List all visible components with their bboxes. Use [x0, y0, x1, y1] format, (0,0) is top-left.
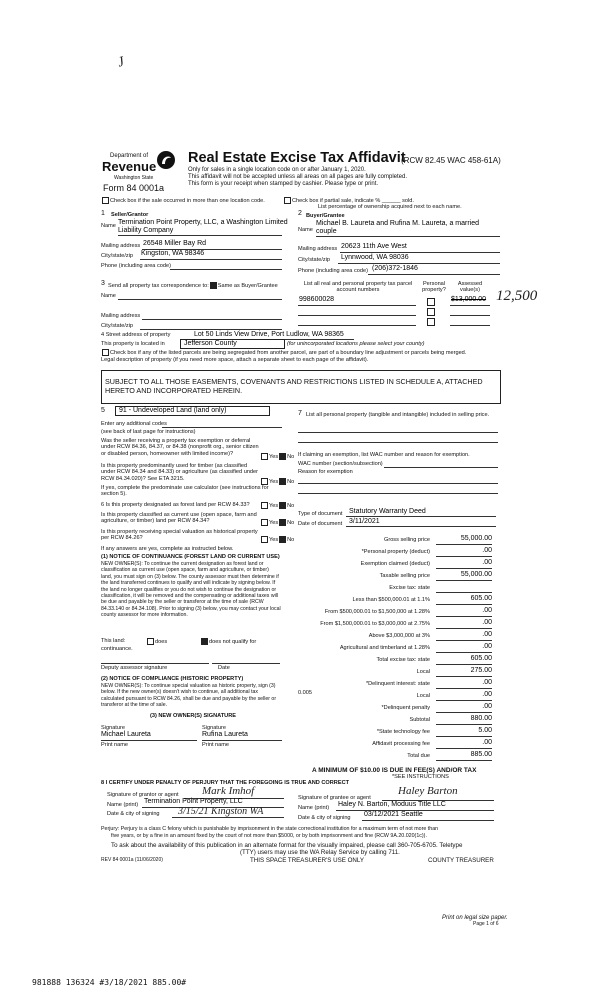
tax-row-label: *Delinquent interest: state [365, 681, 430, 687]
multi-location-label: Check box if the sale occurred in more than one location code. [110, 197, 265, 204]
tax-row-label: Local [416, 669, 430, 675]
field-line [436, 556, 492, 557]
buyer-heading: Buyer/Grantee [306, 213, 345, 219]
field-line [346, 516, 496, 517]
receipt-stamp: 981888 136324 #3/18/2021 885.00# [32, 978, 187, 987]
certify-text: I CERTIFY UNDER PENALTY OF PERJURY THAT THE FOREGOING IS TRUE AND CORRECT [105, 780, 350, 786]
alt-format: To ask about the availability of this publication in an alternate format for the visually impaired, please call 360-705-6705. Teletype [111, 842, 463, 849]
this-land-label: This land: [101, 638, 126, 644]
grantor-name-label: Name (print) [107, 802, 139, 808]
dept-label: Department of [110, 153, 149, 159]
tax-row-label: Taxable selling price [379, 573, 430, 579]
personal-checkbox[interactable] [427, 308, 435, 316]
tax-row-label: Less than $500,000.01 at 1.1% [352, 597, 430, 603]
field-line [436, 664, 492, 665]
answers-intro: If any answers are yes, complete as instructed below. [101, 546, 234, 552]
section-number: 4 [101, 332, 105, 338]
tax-row-label: Gross selling price [383, 537, 430, 543]
field-line [436, 760, 492, 761]
buyer-name-2: couple [316, 228, 337, 235]
field-line [298, 442, 498, 443]
dept-name: Revenue [102, 159, 157, 174]
multi-location-check[interactable] [101, 197, 265, 204]
county-select[interactable]: Jefferson County [180, 339, 285, 349]
county-treasurer: COUNTY TREASURER [428, 857, 494, 864]
field-line [118, 299, 282, 300]
tax-row-value: .00 [482, 679, 492, 686]
land-use-select[interactable]: 91 - Undeveloped Land (land only) [115, 406, 270, 416]
field-line [436, 736, 492, 737]
form-number: Form 84 0001a [103, 183, 165, 193]
notice2-title: (2) NOTICE OF COMPLIANCE (HISTORIC PROPERTY) [101, 676, 244, 682]
field-line [436, 724, 492, 725]
buyer-name: Michael B. Laureta and Rufina M. Laureta, a married [316, 220, 480, 227]
owner-name-2: Rufina Laureta [202, 731, 248, 738]
current-use-question: Is this property classified as current use (open space, farm and agriculture, or timber) land per RCW 84.34? [101, 512, 257, 525]
field-line [384, 467, 498, 468]
notice2-body: NEW OWNER(S): To continue special valuation as historic property, sign (3) below. If the new owner(s) doesn't wish to continue, all additional tax calculated pursuant to RCW 84.26, shall be due and payable by the seller or transferor at the time of sale. [101, 683, 277, 709]
doc-date: 3/11/2021 [349, 518, 380, 525]
county-label: This property is located in [101, 341, 165, 347]
field-line [368, 274, 500, 275]
assessed-col-header: Assessed value(s) [457, 281, 483, 294]
new-owner-sig-heading: (3) NEW OWNER(S) SIGNATURE [150, 713, 236, 719]
field-line [101, 663, 209, 664]
no-label: No [287, 536, 295, 543]
field-line [436, 748, 492, 749]
no-label: No [287, 502, 295, 509]
q-exemption: Was the seller receiving a property tax exemption or deferral under RCW 84.36, 84.37, or 84.38 (nonprofit org., senior citizen or disabled person, homeowner with limited income)? [101, 438, 259, 457]
forest-answer[interactable] [260, 502, 294, 509]
header-note-1: Only for sales in a single location code on or after January 1, 2020. [188, 167, 366, 173]
ink-mark: J [116, 54, 126, 71]
field-line [140, 259, 282, 260]
field-line [298, 315, 416, 316]
checkbox[interactable] [261, 453, 268, 460]
field-line [298, 483, 498, 484]
field-line [436, 628, 492, 629]
field-line [298, 305, 416, 306]
minimum-note: A MINIMUM OF $10.00 IS DUE IN FEE(S) AND/OR TAX [312, 767, 477, 774]
segregate-check[interactable] [101, 349, 466, 356]
tax-row-value: .00 [482, 559, 492, 566]
tax-row-label: *State technology fee [376, 729, 430, 735]
checkbox[interactable] [284, 197, 291, 204]
historic-answer[interactable] [260, 536, 294, 543]
tax-row-label: *Delinquent penalty [381, 705, 430, 711]
perjury-1: Perjury: Perjury is a class C felony which is punishable by imprisonment in the state correctional institution for a maximum term of not more than [101, 826, 439, 832]
revenue-logo-icon [156, 150, 176, 170]
checkbox[interactable] [102, 349, 109, 356]
partial-sale-label: Check box if partial sale, indicate % [292, 197, 381, 204]
grantee-sig-label: Signature of grantee or agent [298, 795, 371, 801]
sig-label-1: Signature [101, 725, 125, 731]
field-line [436, 640, 492, 641]
corr-name-label: Name [101, 293, 116, 299]
tax-row-value: .00 [482, 691, 492, 698]
grantor-name: Termination Point Property, LLC [144, 798, 243, 805]
rcw-ref: (RCW 82.45 WAC 458-61A) [401, 156, 501, 165]
grantee-date-label: Date & city of signing [298, 815, 351, 821]
checkbox[interactable] [261, 519, 268, 526]
tax-row-value: .00 [482, 631, 492, 638]
continuance-label: continuance. [101, 646, 133, 652]
field-line [436, 568, 492, 569]
assessed-value: $13,000.00 [451, 296, 487, 303]
partial-sale-check[interactable]: Check box if partial sale, indicate % ______ sold. [283, 197, 414, 204]
checkbox[interactable] [279, 519, 286, 526]
tty-note: (TTY) users may use the WA Relay Service by calling 711. [240, 849, 400, 856]
does-not-option[interactable] [200, 638, 256, 645]
header-note-3: This form is your receipt when stamped by cashier. Please type or print. [188, 181, 379, 187]
field-line [346, 526, 496, 527]
no-label: No [287, 519, 295, 526]
grantee-signature: Haley Barton [398, 785, 458, 797]
buyer-mailing-label: Mailing address [298, 246, 338, 252]
parcel-col-header: List all real and personal property tax parcel account numbers [303, 281, 413, 294]
tax-row-label: Above $3,000,000 at 3% [368, 633, 430, 639]
tax-row-value: 885.00 [470, 751, 492, 758]
personal-checkbox[interactable] [427, 298, 435, 306]
tax-row-value: .00 [482, 643, 492, 650]
treasurer-use: THIS SPACE TREASURER'S USE ONLY [250, 857, 364, 864]
checkbox[interactable] [102, 197, 109, 204]
tax-row-value: .00 [482, 619, 492, 626]
local-rate: 0.005 [298, 690, 312, 696]
dept-state: Washington State [114, 175, 154, 181]
seller-phone-label: Phone (including area code) [101, 263, 171, 269]
tax-row-label: Affidavit processing fee [372, 741, 430, 747]
section-number: 8 [101, 780, 105, 786]
tax-row-label: From $1,500,000.01 to $3,000,000 at 2.75% [320, 621, 430, 627]
form-title: Real Estate Excise Tax Affidavit [188, 150, 406, 166]
current-use-answer[interactable] [260, 519, 294, 526]
no-label: No [287, 453, 295, 460]
corr-city-label: City/state/zip [101, 323, 134, 329]
checkbox[interactable] [147, 638, 154, 645]
tax-row-label: Local [416, 693, 430, 699]
page-number: Page 1 of 6 [473, 921, 499, 927]
historic-question: Is this property receiving special valuation as historical property per RCW 84.26? [101, 529, 258, 542]
grantor-sig-label: Signature of grantor or agent [107, 792, 179, 798]
field-line [212, 663, 280, 664]
corr-mailing-label: Mailing address [101, 313, 141, 319]
forest-q-label: Is this property designated as forest land per RCW 84.33? [105, 502, 250, 508]
yes-label: Yes [269, 478, 279, 485]
section-number: 7 [298, 410, 302, 417]
seller-heading: Seller/Grantor [111, 212, 149, 218]
grantee-name: Haley N. Barton, Moduus Title LLC [338, 801, 446, 808]
tax-row-value: 55,000.00 [460, 535, 492, 542]
tax-row-value: .00 [482, 547, 492, 554]
does-not-label: does not qualify for [209, 638, 257, 645]
exemption-text: If claiming an exemption, list WAC number and reason for exemption. [298, 452, 470, 458]
field-line [298, 493, 498, 494]
tax-row-label: From $500,000.01 to $1,500,000 at 1.28% [324, 609, 430, 615]
checkbox[interactable] [279, 536, 286, 543]
buyer-name-label: Name [298, 227, 313, 233]
field-line [450, 325, 490, 326]
field-line [118, 235, 282, 236]
field-line [436, 616, 492, 617]
tax-row-label: Subtotal [409, 717, 430, 723]
print-label-1: Print name [101, 742, 129, 748]
codes-label: Enter any additional codes [101, 421, 167, 427]
correspondence-text [108, 282, 278, 289]
tax-row-value: 605.00 [470, 595, 492, 602]
checkbox[interactable] [279, 453, 286, 460]
parcel-number: 998600028 [299, 296, 335, 303]
yes-label: Yes [269, 502, 279, 509]
partial-sold-label: sold. [402, 197, 414, 204]
checkbox[interactable] [261, 478, 268, 485]
section-number: 5 [101, 407, 105, 414]
field-line [436, 676, 492, 677]
street-row [101, 332, 170, 338]
seller-city: Kingston, WA 98346 [141, 250, 205, 257]
owner-name-1: Michael Laureta [101, 731, 151, 738]
tax-row-value: 880.00 [470, 715, 492, 722]
field-line [436, 544, 492, 545]
tax-row-value: 275.00 [470, 667, 492, 674]
doc-date-label: Date of document [298, 521, 343, 527]
yes-label: Yes [269, 536, 279, 543]
field-line [170, 269, 282, 270]
checkbox[interactable] [279, 478, 286, 485]
tax-row-value: .00 [482, 607, 492, 614]
grantor-date: 3/15/21 Kingston WA [178, 806, 264, 817]
tax-row-value: 55,000.00 [460, 571, 492, 578]
notice1-title: (1) NOTICE OF CONTINUANCE (FOREST LAND OR CURRENT USE) [101, 554, 280, 560]
legal-description-box[interactable] [101, 370, 501, 404]
q-exemption-answer[interactable] [260, 453, 294, 460]
tax-row-label: Agricultural and timberland at 1.28% [339, 645, 430, 651]
tax-row-label: Excise tax: state [389, 585, 430, 591]
street-address: Lot 50 Linds View Drive, Port Ludlow, WA 98365 [194, 331, 344, 338]
date-label: Date [218, 665, 230, 671]
field-line [436, 592, 492, 593]
street-label: Street address of property [105, 332, 171, 338]
codes-note: (see back of last page for instructions) [101, 429, 196, 435]
forest-question [101, 502, 250, 508]
grantor-date-label: Date & city of signing [107, 811, 160, 817]
q-timber: Is this property predominantly used for timber (as classified under RCW 84.34 and 84.33) or agriculture (as classified under RCW 84.34.020)? See ETA 3215. [101, 463, 259, 482]
seller-mailing-label: Mailing address [101, 243, 141, 249]
section-number: 3 [101, 280, 105, 287]
tax-row-label: *Personal property (deduct) [361, 549, 430, 555]
tax-row-label: Total excise tax: state [376, 657, 430, 663]
header-note-2: This affidavit will not be accepted unless all areas on all pages are fully completed. [188, 174, 408, 180]
print-note: Print on legal size paper. [442, 915, 508, 921]
field-line [450, 305, 490, 306]
does-option[interactable] [146, 638, 167, 645]
buyer-mailing: 20623 11th Ave West [341, 243, 407, 250]
field-line [436, 652, 492, 653]
field-line [298, 325, 416, 326]
same-as-label: Same as Buyer/Grantee [217, 282, 278, 289]
field-line [436, 688, 492, 689]
field-line [450, 315, 490, 316]
field-line [202, 740, 282, 741]
same-as-checkbox[interactable] [210, 282, 217, 289]
field-line [142, 319, 282, 320]
personal-checkbox[interactable] [427, 318, 435, 326]
grantee-name-label: Name (print) [298, 805, 330, 811]
seller-mailing: 26548 Miller Bay Rd [143, 240, 207, 247]
field-line [436, 700, 492, 701]
handwritten-value: 12,500 [496, 288, 538, 304]
tax-row-value: 605.00 [470, 655, 492, 662]
does-label: does [155, 638, 168, 645]
wac-label: WAC number (section/subsection) [298, 461, 383, 467]
grantor-signature: Mark Imhof [202, 785, 255, 797]
doc-type: Statutory Warranty Deed [349, 508, 426, 515]
see-instructions: *SEE INSTRUCTIONS [392, 774, 449, 780]
doc-type-label: Type of document [298, 511, 343, 517]
field-line [162, 427, 282, 428]
checkbox[interactable] [201, 638, 208, 645]
field-line [140, 329, 282, 330]
checkbox[interactable] [261, 502, 268, 509]
buyer-phone-label: Phone (including area code) [298, 268, 368, 274]
field-line [340, 252, 500, 253]
tax-row-value: .00 [482, 739, 492, 746]
partial-note: List percentage of ownership acquired next to each name. [318, 204, 462, 210]
field-line [362, 820, 494, 821]
seller-name-label: Name [101, 223, 116, 229]
rev-number: REV 84 0001a (11/06/2020) [101, 857, 163, 863]
tax-row-value: 5.00 [478, 727, 492, 734]
perjury-2: five years, or by a fine in an amount fixed by the court of not more than $5000, or by both imprisonment and fine (RCW 9A.20.020(1c)). [111, 833, 427, 839]
grantee-date: 03/12/2021 Seattle [364, 811, 423, 818]
buyer-city-label: City/state/zip [298, 257, 331, 263]
deputy-label: Deputy assessor signature [101, 665, 168, 671]
legal-label: Legal description of property (if you need more space, attach a separate sheet to each page of the affidavit). [101, 357, 369, 363]
sig-label-2: Signature [202, 725, 226, 731]
field-line [436, 712, 492, 713]
section-number: 1 [101, 210, 105, 217]
correspondence-label: Send all property tax correspondence to: [108, 282, 209, 289]
field-line [172, 817, 284, 818]
seller-name-2: Liability Company [118, 227, 174, 234]
checkbox[interactable] [261, 536, 268, 543]
personal-col-header: Personal property? [422, 281, 446, 294]
field-line [298, 432, 498, 433]
checkbox[interactable] [279, 502, 286, 509]
field-line [436, 604, 492, 605]
tax-row-label: Total due [407, 753, 430, 759]
notice1-body: NEW OWNER(S): To continue the current designation as forest land or classification as current use (open space, farm and agriculture, or timber) land, you must sign on (3) below. The county assessor must then determine if the land transferred continues to qualify and will indicate by signing below. If the land no longer qualifies or you do not wish to continue the designation or classification, it will be removed and the compensating or additional taxes will be due and payable by the seller or transferor at the time of sale (RCW 84.33.140 or 84.34.108). Prior to signing (3) below, you may contact your local county assessor for more information. [101, 561, 281, 619]
buyer-city: Lynnwood, WA 98036 [341, 254, 409, 261]
county-note: (for unincorporated locations please select your county) [287, 341, 425, 347]
reason-label: Reason for exemption [298, 469, 353, 475]
field-line [316, 236, 500, 237]
seller-name: Termination Point Property, LLC, a Washington Limited [118, 219, 288, 226]
field-line [338, 263, 500, 264]
field-line [436, 580, 492, 581]
no-label: No [287, 478, 295, 485]
yes-label: Yes [269, 453, 279, 460]
section-number: 2 [298, 210, 302, 217]
buyer-phone: (206)372-1846 [372, 265, 418, 272]
section-number: 6 [101, 502, 105, 508]
legal-text: SUBJECT TO ALL THOSE EASEMENTS, COVENANTS AND RESTRICTIONS LISTED IN SCHEDULE A, ATTACHED HERETO AND INCORPORATED HEREIN. [105, 377, 483, 395]
tax-row-label: Exemption claimed (deduct) [360, 561, 430, 567]
print-label-2: Print name [202, 742, 230, 748]
tax-row-value: .00 [482, 703, 492, 710]
seller-city-label: City/state/zip [101, 253, 134, 259]
yes-label: Yes [269, 519, 279, 526]
q-timber-note: If yes, complete the predominate use calculator (see instructions for section 5). [101, 485, 269, 498]
field-line [101, 740, 197, 741]
segregate-label: Check box if any of the listed parcels are being segregated from another parcel, are part of a boundary line adjustment or parcels being merged. [110, 349, 467, 356]
personal-property-text: List all personal property (tangible and intangible) included in selling price. [306, 412, 490, 418]
